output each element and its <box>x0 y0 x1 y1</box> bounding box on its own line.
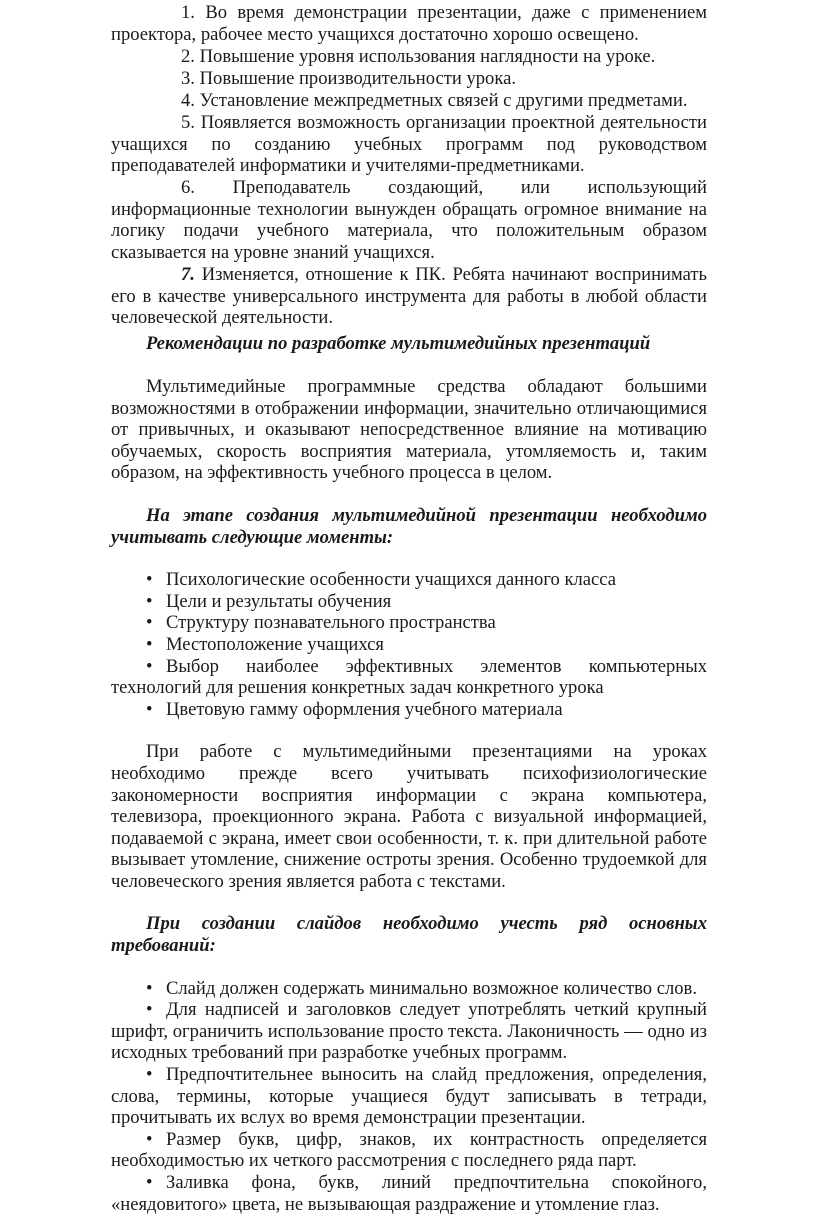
section-heading: Рекомендации по разработке мультимедийных презентаций <box>146 333 651 355</box>
list-number: 5. <box>181 111 195 133</box>
list-text: Изменяется, отношение к ПК. Ребята начинают воспринимать его в качестве универсального инструмента для работы в любой области человеческой деятельности. <box>111 264 707 329</box>
stage-bullet-item: • Цели и результаты обучения <box>146 590 392 612</box>
slides-bullet-item: • Заливка фона, букв, линий предпочтительна спокойного, «неядовитого» цвета, не вызывающая раздражение и утомление глаз. <box>111 1172 707 1215</box>
list-text: Повышение уровня использования наглядности на уроке. <box>199 45 656 67</box>
list-text: Появляется возможность организации проектной деятельности учащихся по созданию учебных программ под руководством преподавателей информатики и учителями-предметниками. <box>111 111 707 177</box>
work-paragraph: При работе с мультимедийными презентациями на уроках необходимо прежде всего учитывать психофизиологические закономерности восприятия информации с экрана компьютера, телевизора, проекционного экрана. Работа с визуальной информацией, подаваемой с экрана, имеет свои особенности, т. к. при длительной работе вызывает утомление, снижение остроты зрения. Особенно трудоемкой для человеческого зрения является работа с текстами. <box>111 741 707 892</box>
list-number: 1. <box>181 2 195 23</box>
list-item-1 <box>111 2 707 45</box>
list-text: Во время демонстрации презентации, даже с применением проектора, рабочее место учащихся достаточно хорошо освещено. <box>111 2 708 45</box>
stage-heading: На этапе создания мультимедийной презентации необходимо учитывать следующие моменты: <box>111 504 707 548</box>
slides-bullet-item: • Для надписей и заголовков следует употреблять четкий крупный шрифт, ограничить использование просто текста. Лаконичность — одно из исходных требований при разработке учебных программ. <box>111 999 707 1064</box>
intro-paragraph: Мультимедийные программные средства обладают большими возможностями в отображении информации, значительно отличающимися от привычных, и оказывают непосредственное влияние на мотивацию обучаемых, скорость восприятия материала, утомляемость и, таким образом, на эффективность учебного процесса в целом. <box>111 376 707 484</box>
list-item-5 <box>111 112 707 177</box>
stage-bullet-item: • Местоположение учащихся <box>146 633 384 655</box>
bullet-icon: • <box>146 977 153 999</box>
stage-bullet-list <box>111 569 707 720</box>
list-item-4 <box>111 90 707 112</box>
bullet-icon: • <box>146 1128 153 1150</box>
bullet-icon: • <box>146 698 153 720</box>
list-number: 7. <box>181 264 195 286</box>
slides-bullet-list <box>111 978 707 1215</box>
list-number: 4. <box>181 89 195 111</box>
list-text: Преподаватель создающий, или использующий информационные технологии вынужден обращать огромное внимание на логику подачи учебного материала, что положительным образом сказывается на уровне знаний учащихся. <box>111 177 707 264</box>
list-number: 3. <box>181 67 195 89</box>
list-item-7 <box>111 264 707 329</box>
list-number: 6. <box>181 177 195 199</box>
stage-bullet-item: • Цветовую гамму оформления учебного материала <box>146 698 563 720</box>
list-item-6 <box>111 177 707 263</box>
bullet-icon: • <box>146 590 153 612</box>
bullet-icon: • <box>146 633 153 655</box>
list-item-2 <box>111 46 707 68</box>
slides-bullet-item: • Слайд должен содержать минимально возможное количество слов. <box>146 977 697 999</box>
bullet-icon: • <box>146 655 153 677</box>
slides-bullet-item: • Предпочтительнее выносить на слайд предложения, определения, слова, термины, которые учащиеся будут записывать в тетради, прочитывать их вслух во время демонстрации презентации. <box>111 1064 707 1129</box>
bullet-icon: • <box>146 612 153 634</box>
slides-heading: При создании слайдов необходимо учесть ряд основных требований: <box>111 913 707 957</box>
bullet-icon: • <box>146 569 153 591</box>
stage-bullet-item: • Структуру познавательного пространства <box>146 612 496 634</box>
bullet-icon: • <box>146 1172 153 1193</box>
stage-bullet-item: • Психологические особенности учащихся данного класса <box>146 569 616 591</box>
slides-bullet-item: • Размер букв, цифр, знаков, их контрастность определяется необходимостью их четкого рассмотрения с последнего ряда парт. <box>111 1128 707 1172</box>
list-text: Установление межпредметных связей с другими предметами. <box>199 89 688 111</box>
list-item-3 <box>111 68 707 90</box>
numbered-list <box>111 2 707 329</box>
stage-bullet-item: • Выбор наиболее эффективных элементов компьютерных технологий для решения конкретных задач конкретного урока <box>111 655 707 699</box>
list-text: Повышение производительности урока. <box>199 67 517 89</box>
document-page <box>111 2 707 1215</box>
bullet-icon: • <box>146 1064 153 1086</box>
bullet-icon: • <box>146 999 153 1021</box>
list-number: 2. <box>181 45 195 67</box>
